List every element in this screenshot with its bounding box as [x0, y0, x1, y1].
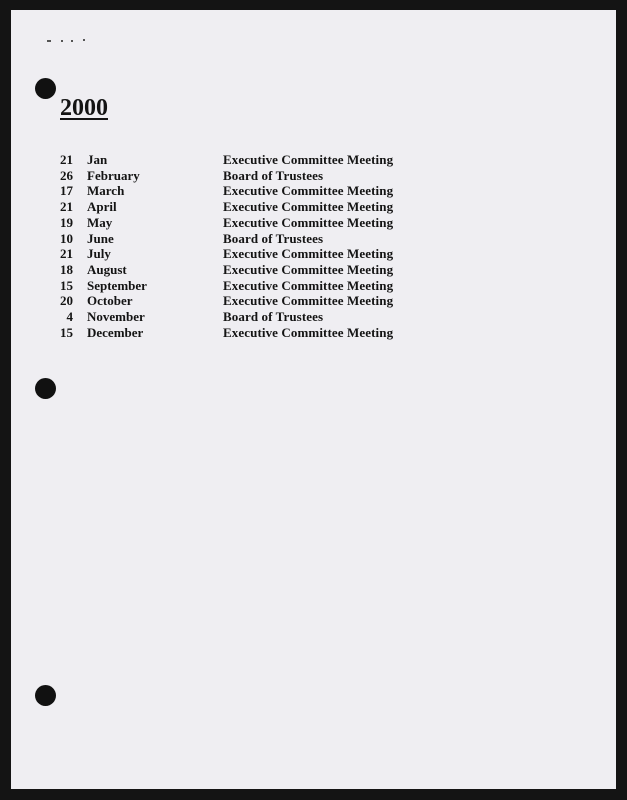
schedule-event: Executive Committee Meeting	[223, 214, 394, 230]
schedule-event: Executive Committee Meeting	[223, 183, 394, 199]
schedule-month: April	[87, 199, 117, 215]
year-heading: 2000	[60, 95, 108, 121]
schedule-day: 19	[60, 214, 73, 230]
schedule-event: Board of Trustees	[223, 309, 324, 325]
schedule-event: Executive Committee Meeting	[223, 293, 394, 309]
schedule-row	[51, 325, 393, 341]
schedule-row	[51, 278, 393, 294]
schedule-month: September	[87, 277, 147, 293]
meeting-schedule	[51, 152, 393, 340]
schedule-day: 21	[60, 199, 73, 215]
schedule-event: Executive Committee Meeting	[223, 277, 394, 293]
schedule-day: 10	[60, 230, 73, 246]
schedule-row	[51, 231, 393, 247]
schedule-row	[51, 183, 393, 199]
schedule-row	[51, 262, 393, 278]
schedule-event: Executive Committee Meeting	[223, 199, 394, 215]
schedule-day: 21	[60, 246, 73, 262]
schedule-month: Jan	[87, 152, 108, 167]
schedule-row	[51, 215, 393, 231]
schedule-day: 21	[60, 152, 73, 167]
schedule-event: Executive Committee Meeting	[223, 152, 394, 167]
schedule-row	[51, 246, 393, 262]
schedule-month: October	[87, 293, 133, 309]
schedule-event: Executive Committee Meeting	[223, 324, 394, 340]
schedule-row	[51, 293, 393, 309]
schedule-row	[51, 152, 393, 168]
schedule-day: 20	[60, 293, 73, 309]
schedule-day: 15	[60, 324, 73, 340]
document-page	[11, 10, 616, 789]
punch-hole	[35, 378, 56, 399]
punch-hole	[35, 685, 56, 706]
schedule-month: June	[87, 230, 114, 246]
schedule-row	[51, 199, 393, 215]
schedule-event: Executive Committee Meeting	[223, 261, 394, 277]
schedule-day: 15	[60, 277, 73, 293]
schedule-day: 4	[66, 309, 73, 325]
schedule-row	[51, 168, 393, 184]
schedule-month: March	[87, 183, 125, 199]
schedule-event: Board of Trustees	[223, 230, 324, 246]
schedule-day: 18	[60, 261, 73, 277]
schedule-event: Board of Trustees	[223, 167, 324, 183]
schedule-month: August	[87, 261, 127, 277]
schedule-day: 26	[60, 167, 73, 183]
schedule-day: 17	[60, 183, 73, 199]
schedule-month: December	[87, 324, 144, 340]
schedule-event: Executive Committee Meeting	[223, 246, 394, 262]
schedule-month: May	[87, 214, 113, 230]
schedule-month: February	[87, 167, 140, 183]
schedule-month: November	[87, 309, 145, 325]
schedule-row	[51, 309, 393, 325]
scan-specks	[47, 40, 87, 44]
schedule-month: July	[87, 246, 111, 262]
punch-hole	[35, 78, 56, 99]
